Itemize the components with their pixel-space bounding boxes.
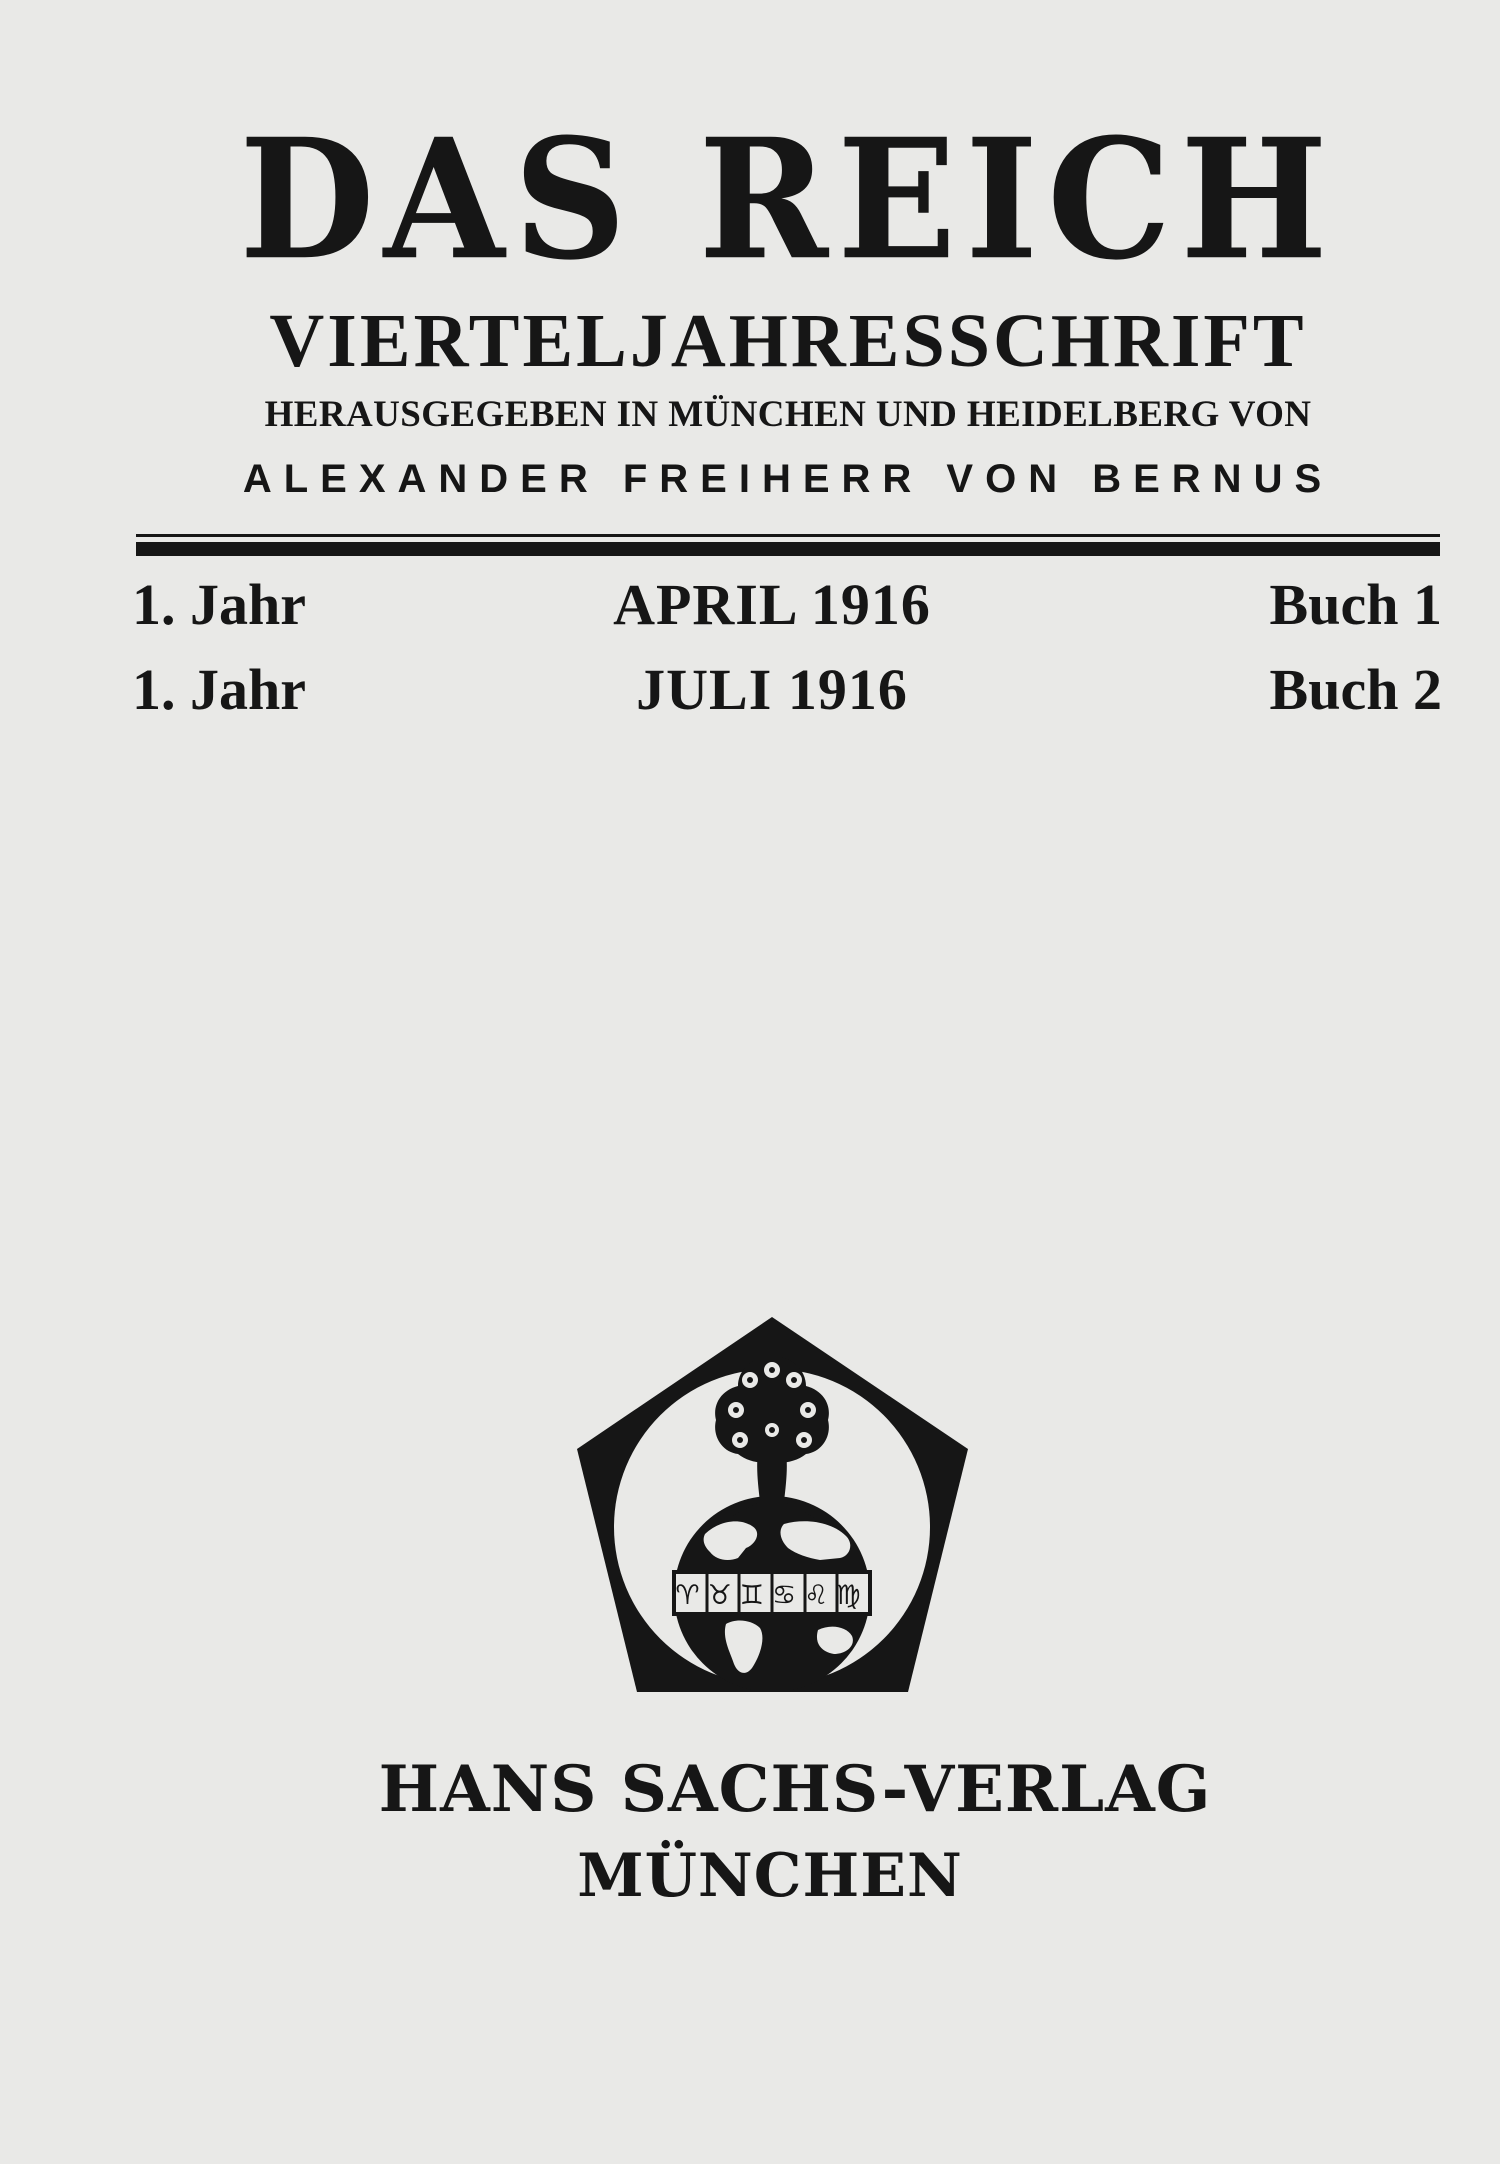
issue-year: 1. Jahr — [132, 572, 306, 637]
publisher-city: MÜNCHEN — [577, 1841, 963, 1911]
issue-row — [132, 655, 1442, 725]
issue-year: 1. Jahr — [132, 657, 306, 722]
issue-row — [132, 570, 1442, 640]
divider-thin — [136, 534, 1440, 537]
editor-name: ALEXANDER FREIHERR VON BERNUS — [242, 457, 1334, 501]
divider-thick — [136, 542, 1440, 556]
publisher-name: HANS SACHS-VERLAG — [378, 1752, 1212, 1827]
issue-book: Buch 2 — [1269, 657, 1442, 722]
journal-subtitle: VIERTELJAHRESSCHRIFT — [269, 299, 1307, 383]
zodiac-glyphs: ♈♉♊♋♌♍ — [675, 1580, 869, 1611]
publisher-line: HERAUSGEGEBEN IN MÜNCHEN UND HEIDELBERG VON — [264, 394, 1312, 435]
pentagon-globe-tree-emblem-icon — [570, 1312, 975, 1697]
journal-title: DAS REICH — [239, 102, 1337, 297]
issue-month: APRIL 1916 — [613, 572, 931, 637]
issue-book: Buch 1 — [1269, 572, 1442, 637]
issue-month: JULI 1916 — [636, 657, 908, 722]
